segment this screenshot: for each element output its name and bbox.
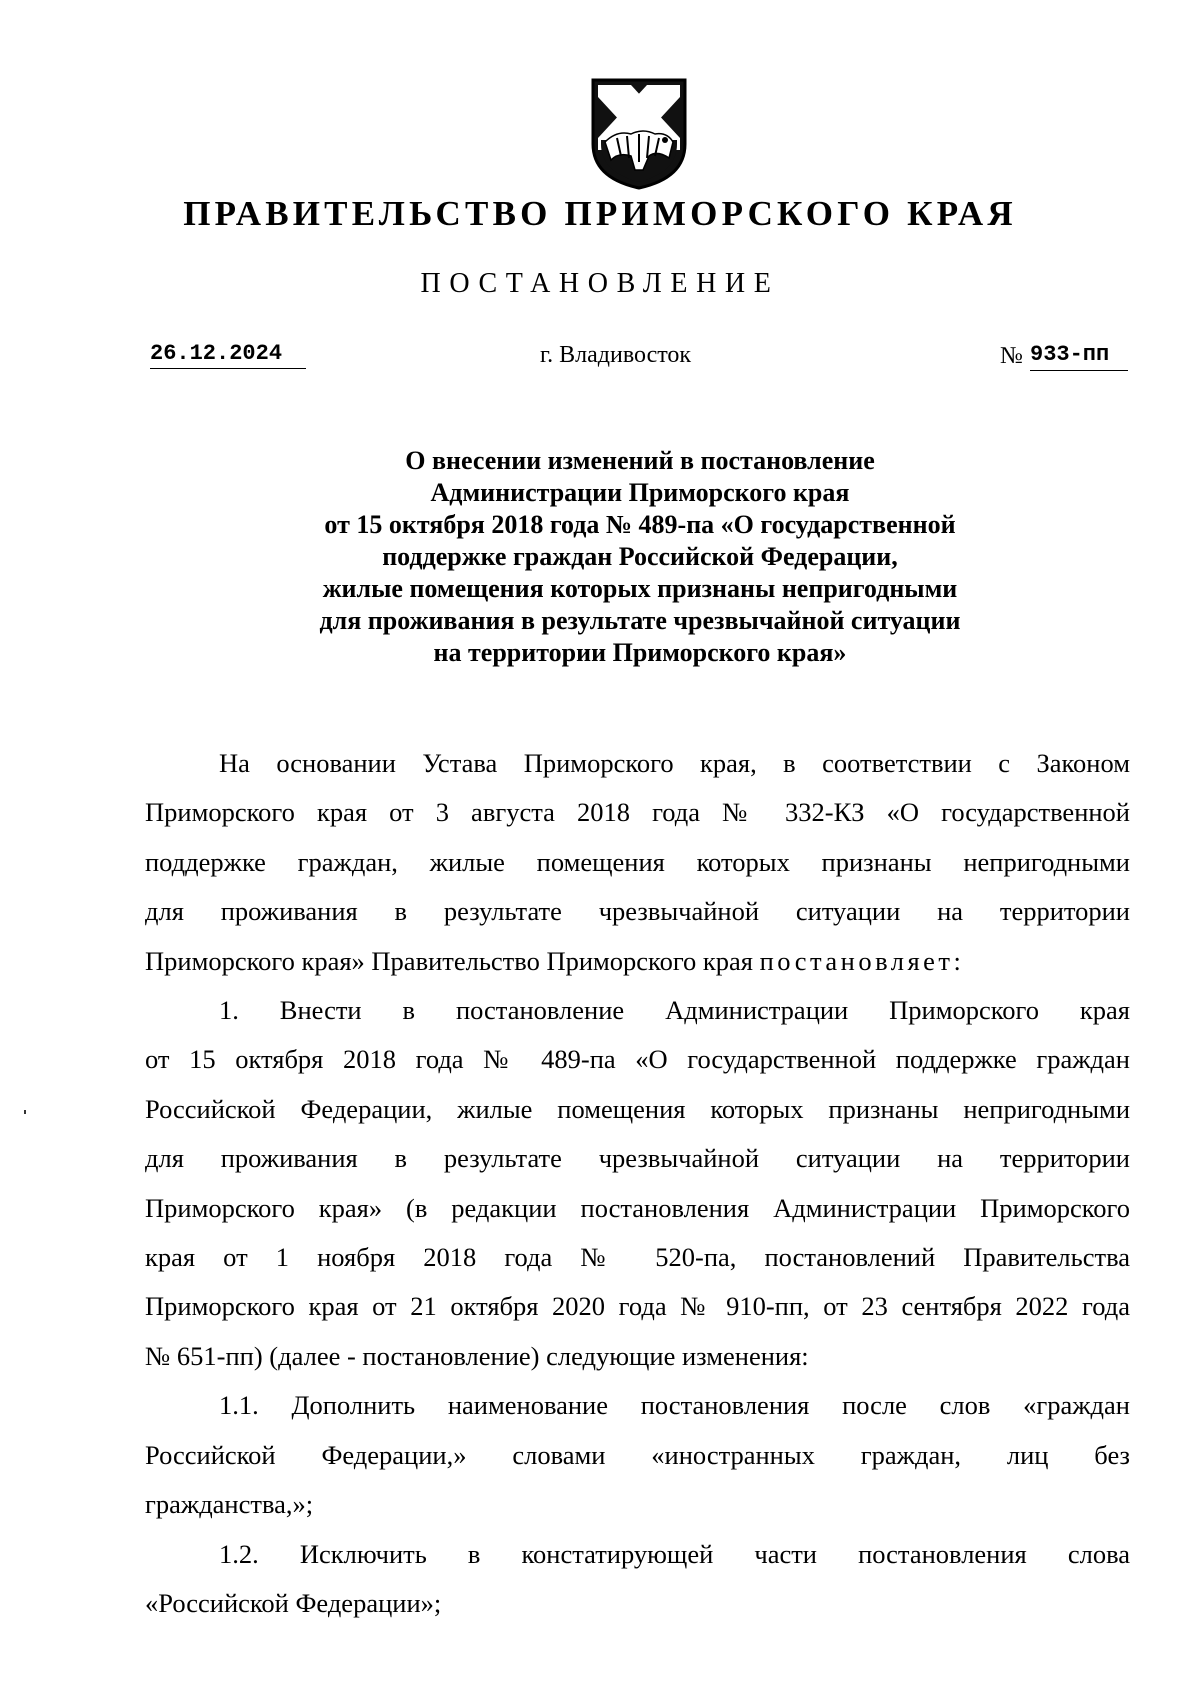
document-type: ПОСТАНОВЛЕНИЕ [420, 268, 780, 299]
body-line: 1.2. Исключить в констатирующей части постановления слова [219, 1538, 1130, 1569]
coat-of-arms-emblem [587, 76, 691, 192]
document-city: г. Владивосток [540, 342, 692, 368]
body-line: № 651-пп) (далее - постановление) следующие изменения: [145, 1340, 809, 1371]
government-title: ПРАВИТЕЛЬСТВО ПРИМОРСКОГО КРАЯ [183, 194, 1017, 233]
heading-line: поддержке граждан Российской Федерации, [382, 542, 898, 571]
body-line: Приморского края от 21 октября 2020 года № 910-пп, от 23 сентября 2022 года [145, 1291, 1130, 1322]
body-line: На основании Устава Приморского края, в соответствии с Законом [219, 748, 1130, 778]
document-date: 26.12.2024 [150, 340, 306, 369]
body-line: гражданства,»; [145, 1489, 314, 1520]
body-line: от 15 октября 2018 года № 489-па «О государственной поддержке граждан [145, 1044, 1130, 1075]
heading-line: жилые помещения которых признаны непригодными [322, 574, 958, 603]
body-line: 1.1. Дополнить наименование постановления после слов «граждан [219, 1390, 1130, 1421]
heading-line: О внесении изменений в постановление [405, 446, 875, 475]
primorsky-coat-of-arms-icon [587, 76, 691, 192]
body-line: для проживания в результате чрезвычайной ситуации на территории [145, 896, 1130, 927]
resolves-word: постановляет: [759, 945, 965, 976]
item-1-2-paragraph [145, 1530, 1130, 1629]
body-line: Приморского края» (в редакции постановления Администрации Приморского [145, 1192, 1130, 1223]
document-body [145, 739, 1130, 1628]
body-line: «Российской Федерации»; [145, 1587, 442, 1618]
preamble-paragraph [145, 739, 1130, 986]
body-line: Приморского края от 3 августа 2018 года № 332-КЗ «О государственной [145, 797, 1130, 828]
item-1-paragraph [145, 986, 1130, 1381]
heading-line: для проживания в результате чрезвычайной ситуации [319, 606, 961, 635]
body-line: края от 1 ноября 2018 года № 520-па, постановлений Правительства [145, 1242, 1130, 1273]
heading-line: от 15 октября 2018 года № 489-па «О государственной [324, 510, 956, 539]
body-line: Российской Федерации,» словами «иностранных граждан, лиц без [145, 1439, 1130, 1470]
document-number-label: № [1000, 343, 1023, 369]
body-line-final [145, 937, 1130, 986]
document-number: 933-пп [1030, 340, 1128, 371]
body-line: 1. Внести в постановление Администрации Приморского края [219, 995, 1130, 1026]
body-line: Российской Федерации, жилые помещения которых признаны непригодными [145, 1093, 1130, 1124]
heading-line: на территории Приморского края» [433, 638, 847, 667]
item-1-1-paragraph [145, 1381, 1130, 1529]
preamble-last-line: Приморского края» Правительство Приморского края [145, 945, 753, 976]
heading-line: Администрации Приморского края [430, 478, 850, 507]
document-heading [150, 445, 1130, 669]
scan-speck [24, 1110, 26, 1114]
body-line: поддержке граждан, жилые помещения которых признаны непригодными [145, 846, 1130, 877]
body-line: для проживания в результате чрезвычайной ситуации на территории [145, 1143, 1130, 1174]
